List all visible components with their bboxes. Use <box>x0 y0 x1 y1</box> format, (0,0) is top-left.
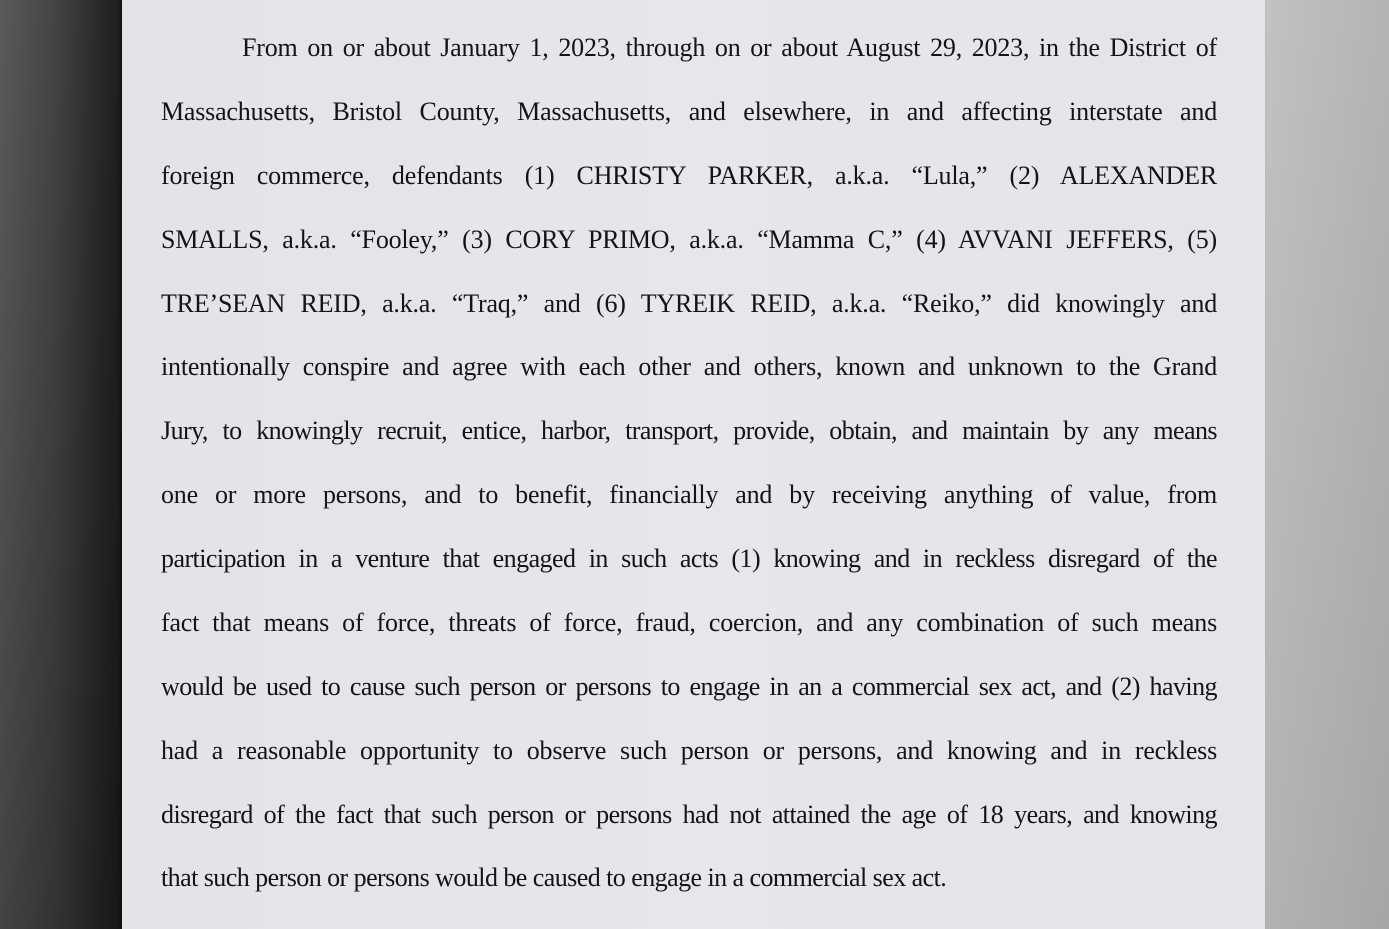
paragraph-line: From on or about January 1, 2023, through on or about August 29, 2023, in the District of <box>242 33 1217 62</box>
document-page <box>122 0 1265 929</box>
paragraph-line: one or more persons, and to benefit, financially and by receiving anything of value, from <box>161 480 1217 509</box>
gray-background-right <box>1265 0 1389 929</box>
paragraph-line: Massachusetts, Bristol County, Massachusetts, and elsewhere, in and affecting interstate and <box>161 97 1217 126</box>
paragraph-line: SMALLS, a.k.a. “Fooley,” (3) CORY PRIMO, a.k.a. “Mamma C,” (4) AVVANI JEFFERS, (5) <box>161 225 1217 254</box>
paragraph-line: would be used to cause such person or persons to engage in an a commercial sex act, and (2) having <box>161 672 1217 701</box>
paragraph-line: intentionally conspire and agree with each other and others, known and unknown to the Grand <box>161 352 1217 381</box>
paragraph-line: participation in a venture that engaged in such acts (1) knowing and in reckless disregard of the <box>161 544 1217 573</box>
dark-background-left <box>0 0 122 929</box>
paragraph-line-last: that such person or persons would be caused to engage in a commercial sex act. <box>161 863 947 892</box>
paragraph-line: foreign commerce, defendants (1) CHRISTY PARKER, a.k.a. “Lula,” (2) ALEXANDER <box>161 161 1217 190</box>
paragraph-line: had a reasonable opportunity to observe such person or persons, and knowing and in reckless <box>161 736 1217 765</box>
paragraph-line: TRE’SEAN REID, a.k.a. “Traq,” and (6) TYREIK REID, a.k.a. “Reiko,” did knowingly and <box>161 289 1217 318</box>
paragraph-line: fact that means of force, threats of force, fraud, coercion, and any combination of such means <box>161 608 1217 637</box>
paragraph-line: disregard of the fact that such person or persons had not attained the age of 18 years, and knowing <box>161 800 1217 829</box>
paragraph-line: Jury, to knowingly recruit, entice, harbor, transport, provide, obtain, and maintain by any means <box>161 416 1217 445</box>
